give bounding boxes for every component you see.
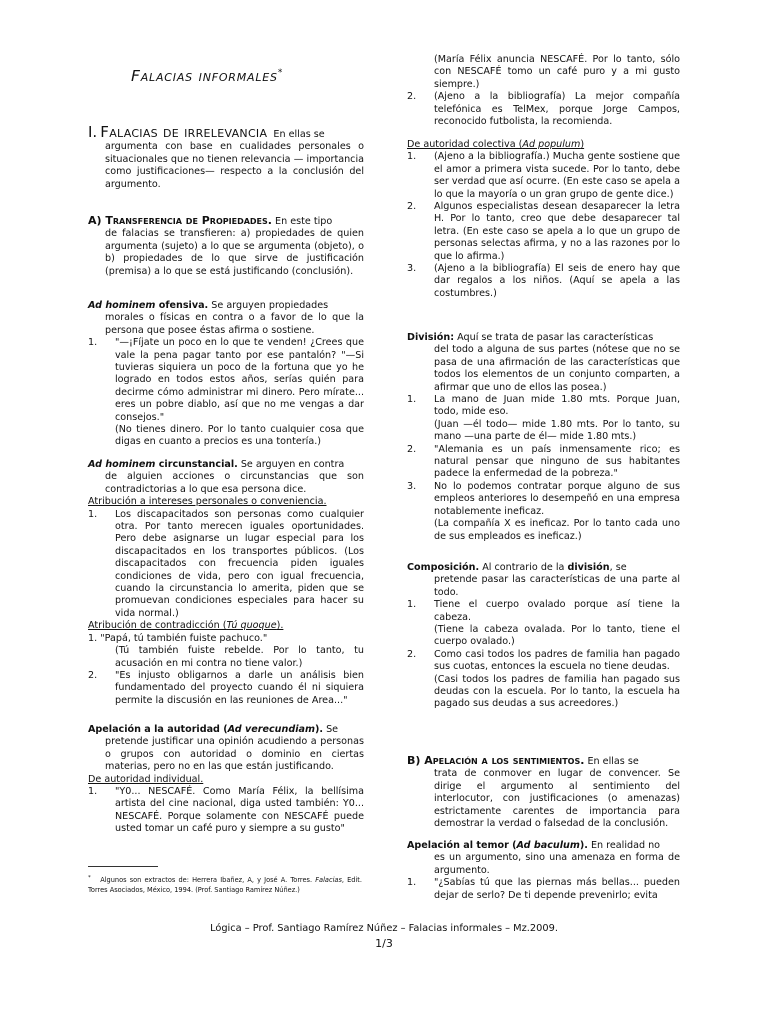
list-item: 1. Los discapacitados son personas como cualquier otra. Por tanto merecen iguales oportunidades. Pero debe asignarse un lugar especial para los discapacitados en los transportes públicos. (Los discapacitados con frecuencia piden iguales condiciones de vida, pero con igual frecuencia, cuando la circunstancia lo amerita, piden que se promuevan condiciones especiales para hacer su vida normal.) [88,508,364,619]
document-title: Falacias informales* [131,67,284,85]
section-intro: argumenta con base en cualidades personales o situacionales que no tienen relevancia — importancia como justificaciones— respecto a la conclusión del argumento. [105,141,364,190]
list-item: 3. No lo podemos contratar porque alguno de sus empleos anteriores lo desempeñó en una empresa notablemente ineficaz. [407,480,680,517]
subsection-sentimientos: B) Apelación a los sentimientos. En ellas se trata de conmover en lugar de convencer. Se dirige el argumento al sentimiento del interlocutor, con justificaciones (o amenazas) estrictamente carentes de importancia para demostrar la verdad o falsedad de la conclusión. [407,754,680,830]
footnote-rule [88,866,158,867]
term-heading: Apelación al temor (Ad baculum). [407,840,588,851]
term-heading: Apelación a la autoridad (Ad verecundiam). [88,724,323,735]
subheading: De autoridad individual. [88,773,204,785]
ad-hominem-ofensiva: Ad hominem ofensiva. Se arguyen propiedades morales o físicas en contra o a favor de lo que la persona que posee éstas afirma o sostiene. 1. "—¡Fíjate un poco en lo que te venden! ¿Crees que vale la pena pagar tanto por ese pantalón? "—Si tuvieras siquiera un poco de la fortuna que yo he logrado en todos estos años, serías quién para decirme cómo administrar mi dinero. Pero mírate... eres un pobre diablo, así que no me vengas a dar consejos." (No tienes dinero. Por lo tanto cualquier cosa que digas en cuanto a precios es una tontería.) [88,300,364,448]
list-item: 1. Tiene el cuerpo ovalado porque así tiene la cabeza. [407,599,680,623]
section-heading: Falacias de irrelevancia [100,123,268,141]
list-item: 1. La mano de Juan mide 1.80 mts. Porque Juan, todo, mide eso. [407,394,680,418]
ad-verecundiam-continued: (María Félix anuncia NESCAFÉ. Por lo tanto, sólo con NESCAFÉ tomo un café puro y a mi gusto siempre.) 2. (Ajeno a la bibliografía) La mejor compañía telefónica es TelMex, porque Jorge Campos, reconocido futbolista, la recomienda. [407,54,680,128]
list-item: 2. Algunos especialistas desean desaparecer la letra H. Por lo tanto, creo que debe desaparecer tal letra. (En este caso se apela a lo que un grupo de personas selectas afirma, y no a las razones por lo que lo afirma.) [407,201,680,262]
term-heading: Ad hominem [88,300,156,311]
subheading: Atribución a intereses personales o conveniencia. [88,496,327,508]
subsection-intro: de falacias se transfieren: a) propiedades de quien argumenta (sujeto) a lo que se argumenta (objeto), o b) propiedades de lo que sirve de justificación (premisa) a lo que se está justificando (conclusión). [105,228,364,277]
subheading: Atribución de contradicción (Tú quoque). [88,620,284,632]
section-number: I. [88,123,98,141]
ad-baculum: Apelación al temor (Ad baculum). En realidad no es un argumento, sino una amenaza en forma de argumento. 1. "¿Sabías tú que las piernas más bellas... pueden dejar de serlo? De ti depende prevenirlo; evita [407,840,680,901]
ad-populum [407,139,680,300]
term-heading: División: [407,332,455,343]
ad-verecundiam: Apelación a la autoridad (Ad verecundiam). Se pretende justificar una opinión acudiendo a personas o grupos con autoridad o dominio en ciertas materias, pero no en las que están justificando. De autoridad individual. 1. "Y0... NESCAFÉ. Como María Félix, la bellísima artista del cine nacional, diga usted también: Y0... NESCAFÉ. Porque solamente con NESCAFÉ puede usted tomar un café puro y siempre a su gusto" [88,724,364,835]
subsection-heading: A) Transferencia de Propiedades. [88,214,272,227]
list-item: 2. "Es injusto obligarnos a darle un análisis bien fundamentado del proyecto cuando él ni siquiera permite la discusión en las reuniones de Area..." [88,669,364,706]
list-item: 2. "Alemania es un país inmensamente rico; es natural pensar que ninguno de sus habitantes padece la enfermedad de la pobreza." [407,443,680,480]
list-item: 2. Como casi todos los padres de familia han pagado sus cuotas, entonces la escuela no tiene deudas. [407,648,680,673]
division: División: Aquí se trata de pasar las características del todo a alguna de sus partes (nótese que no se pasa de una afirmación de las características que todos los elementos de un conjunto comparten, a afirmar que uno de ellos las posea.) 1. La mano de Juan mide 1.80 mts. Porque Juan, todo, mide eso. (Juan —él todo— mide 1.80 mts. Por lo tanto, su mano —una parte de él— mide 1.80 mts.) 2. "Alemania es un país inmensamente rico; es natural pensar que ninguno de sus habitantes padece la enfermedad de la pobreza." 3. No lo podemos contratar porque alguno de sus empleos anteriores lo desempeñó en una empresa notablemente ineficaz. (La compañía X es ineficaz. Por lo tanto cada uno de sus empleados es ineficaz.) [407,332,680,542]
list-item: 1. "Papá, tú también fuiste pachuco." [88,632,268,644]
list-item: 1. "Y0... NESCAFÉ. Como María Félix, la bellísima artista del cine nacional, diga usted también: Y0... NESCAFÉ. Porque solamente con NESCAFÉ puede usted tomar un café puro y siempre a su gusto" [88,786,364,835]
footnote: * Algunos son extractos de: Herrera Ibañez, A, y José A. Torres. Falacias, Edit. Torres Asociados, México, 1994. (Prof. Santiago Ramírez Núñez.) [88,875,362,895]
list-item: 2. (Ajeno a la bibliografía) La mejor compañía telefónica es TelMex, porque Jorge Campos, reconocido futbolista, la recomienda. [407,91,680,128]
page-footer: Lógica – Prof. Santiago Ramírez Núñez – Falacias informales – Mz.2009. [210,923,558,934]
composicion: Composición. Al contrario de la división, se pretende pasar las características de una parte al todo. 1. Tiene el cuerpo ovalado porque así tiene la cabeza. (Tiene la cabeza ovalada. Por lo tanto, tiene el cuerpo ovalado.) 2. Como casi todos los padres de familia han pagado sus cuotas, entonces la escuela no tiene deudas. (Casi todos los padres de familia han pagado sus deudas con la escuela. Por lo tanto, la escuela ha pagado sus deudas a sus acreedores.) [407,562,680,710]
list-item: 3. (Ajeno a la bibliografía) El seis de enero hay que dar regalos a los niños. (Aquí se apela a las costumbres.) [407,263,680,299]
term-heading: Ad hominem [88,459,156,470]
list-item: 1. "¿Sabías tú que las piernas más bellas... pueden dejar de serlo? De ti depende prevenirlo; evita [407,877,680,901]
list-item: 1. "—¡Fíjate un poco en lo que te venden! ¿Crees que vale la pena pagar tanto por ese pantalón? "—Si tuvieras siquiera un poco de la fortuna que yo he logrado en todos estos años, serías quién para decirme cómo administrar mi dinero. Pero mírate... eres un pobre diablo, así que no me vengas a dar consejos." [88,337,364,423]
page-number: 1/3 [375,937,393,950]
subheading: De autoridad colectiva (Ad populum) [407,139,585,150]
list-item: 1. (Ajeno a la bibliografía.) Mucha gente sostiene que el amor a primera vista sucede. Por lo tanto, debe ser verdad que así ocurre. (En este caso se apela a lo que la mayoría o un gran grupo de gente dice.) [407,151,680,200]
section-irrelevancia: I. Falacias de irrelevancia En ellas se argumenta con base en cualidades personales o situacionales que no tienen relevancia — importancia como justificaciones— respecto a la conclusión del argumento. [88,123,364,190]
subsection-transferencia: A) Transferencia de Propiedades. En este tipo de falacias se transfieren: a) propiedades de quien argumenta (sujeto) a lo que se argumenta (objeto), o b) propiedades de lo que sirve de justificación (premisa) a lo que se está justificando (conclusión). [88,214,364,277]
subsection-heading: B) Apelación a los sentimientos. [407,754,585,767]
term-heading: Composición. [407,562,480,573]
ad-hominem-circunstancial: Ad hominem circunstancial. Se arguyen en contra de alguien acciones o circunstancias que son contradictorias a lo que esa persona dice. Atribución a intereses personales o conveniencia. 1. Los discapacitados son personas como cualquier otra. Por tanto merecen iguales oportunidades. Pero debe asignarse un lugar especial para los discapacitados en los transportes públicos. (Los discapacitados con frecuencia piden iguales condiciones de vida, pero con igual frecuencia, cuando la circunstancia lo amerita, piden que se promuevan condiciones especiales para hacer su vida normal.) Atribución de contradicción (Tú quoque). 1. "Papá, tú también fuiste pachuco." (Tú también fuiste rebelde. Por lo tanto, tu acusación en mi contra no tiene valor.) 2. "Es injusto obligarnos a darle un análisis bien fundamentado del proyecto cuando él ni siquiera permite la discusión en las reuniones de Area..." [88,459,364,706]
